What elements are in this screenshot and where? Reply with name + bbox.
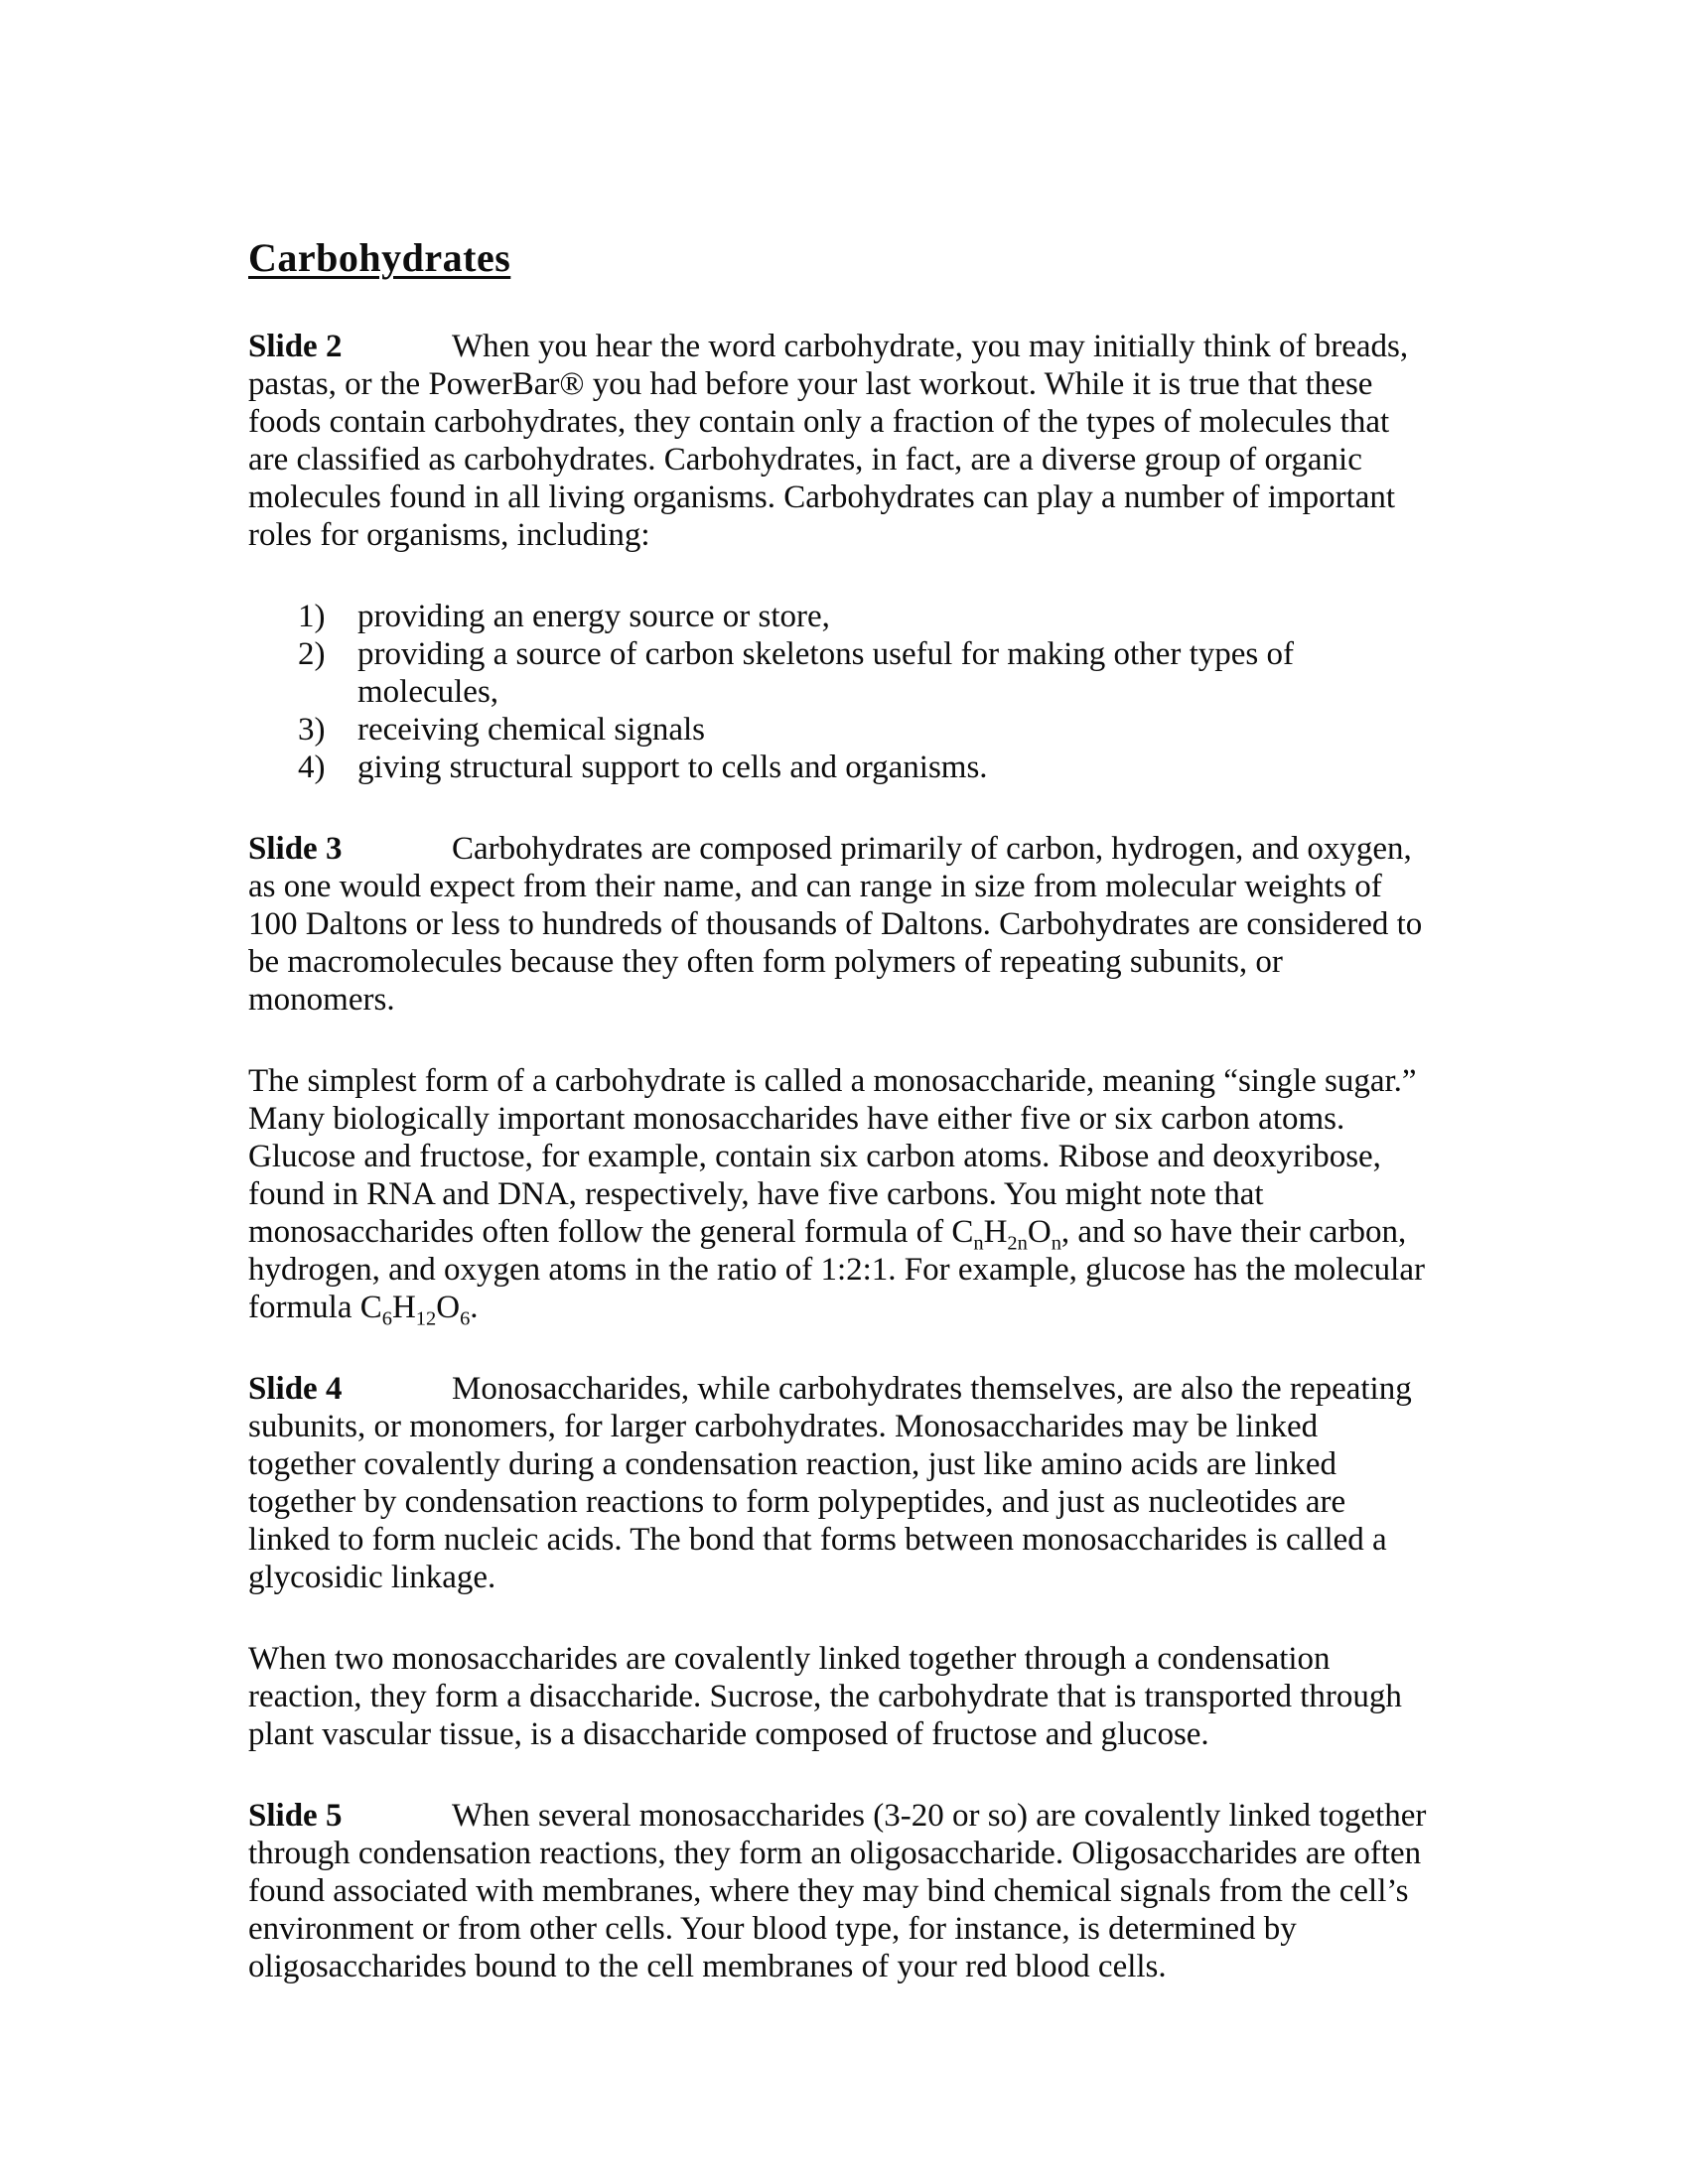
- document-content: [248, 234, 1479, 1985]
- paragraph-line: as one would expect from their name, and can range in size from molecular weights of: [248, 869, 1382, 904]
- paragraph-line: [248, 1797, 1479, 1835]
- slide-3-label: Slide 3: [248, 831, 343, 867]
- paragraph-line: linked to form nucleic acids. The bond that forms between monosaccharides is called a: [248, 1522, 1387, 1558]
- paragraph-text: When several monosaccharides (3-20 or so) are covalently linked together: [452, 1798, 1427, 1834]
- monosaccharide-paragraph: [248, 1062, 1479, 1330]
- paragraph-line: together by condensation reactions to form polypeptides, and just as nucleotides are: [248, 1484, 1346, 1520]
- slide-5-paragraph: [248, 1797, 1479, 1985]
- slide-4-paragraph: [248, 1370, 1479, 1596]
- paragraph-line-formula: formula $C_6H_{12}O_6$.: [248, 1290, 479, 1330]
- paragraph-line: [248, 328, 1479, 365]
- paragraph-line: found associated with membranes, where they may bind chemical signals from the cell’s: [248, 1873, 1409, 1909]
- list-text: receiving chemical signals: [357, 712, 706, 748]
- paragraph-line: plant vascular tissue, is a disaccharide composed of fructose and glucose.: [248, 1716, 1209, 1752]
- paragraph-line: glycosidic linkage.: [248, 1560, 496, 1595]
- paragraph-line: molecules found in all living organisms. Carbohydrates can play a number of important: [248, 479, 1396, 515]
- list-item-1: [298, 598, 1479, 635]
- list-line: molecules,: [357, 674, 499, 710]
- paragraph-line: hydrogen, and oxygen atoms in the ratio of 1:2:1. For example, glucose has the molecular: [248, 1252, 1425, 1288]
- list-text: giving structural support to cells and organisms.: [357, 750, 988, 785]
- list-line: [298, 635, 1479, 673]
- paragraph-line: foods contain carbohydrates, they contain only a fraction of the types of molecules that: [248, 404, 1390, 440]
- numbered-list: [248, 598, 1479, 786]
- slide-2-paragraph: [248, 328, 1479, 554]
- slide-5-label: Slide 5: [248, 1798, 343, 1834]
- paragraph-text: Carbohydrates are composed primarily of carbon, hydrogen, and oxygen,: [452, 831, 1412, 867]
- list-line: [298, 598, 1479, 635]
- paragraph-line-formula: monosaccharides often follow the general formula of $C_nH_{2n}O_n$, and so have their carbon,: [248, 1214, 1407, 1255]
- paragraph-line: through condensation reactions, they form an oligosaccharide. Oligosaccharides are often: [248, 1836, 1422, 1871]
- paragraph-text: When you hear the word carbohydrate, you may initially think of breads,: [452, 329, 1409, 364]
- paragraph-line: subunits, or monomers, for larger carbohydrates. Monosaccharides may be linked: [248, 1409, 1319, 1444]
- paragraph-line: together covalently during a condensation reaction, just like amino acids are linked: [248, 1446, 1336, 1482]
- paragraph-line: be macromolecules because they often form polymers of repeating subunits, or: [248, 944, 1283, 980]
- list-number: 1): [298, 599, 326, 634]
- paragraph-line: When two monosaccharides are covalently linked together through a condensation: [248, 1641, 1331, 1677]
- list-item-4: [298, 749, 1479, 786]
- paragraph-line: Glucose and fructose, for example, contain six carbon atoms. Ribose and deoxyribose,: [248, 1139, 1381, 1174]
- list-text: providing an energy source or store,: [357, 599, 830, 634]
- paragraph-line: found in RNA and DNA, respectively, have five carbons. You might note that: [248, 1176, 1264, 1212]
- paragraph-line: are classified as carbohydrates. Carbohydrates, in fact, are a diverse group of organic: [248, 442, 1362, 478]
- slide-3-paragraph: [248, 830, 1479, 1019]
- paragraph-line: [248, 1370, 1479, 1408]
- paragraph-line: 100 Daltons or less to hundreds of thousands of Daltons. Carbohydrates are considered to: [248, 906, 1423, 942]
- list-text: providing a source of carbon skeletons useful for making other types of: [357, 636, 1294, 672]
- disaccharide-paragraph: [248, 1640, 1479, 1753]
- list-number: 3): [298, 712, 326, 748]
- paragraph-line: Many biologically important monosaccharides have either five or six carbon atoms.: [248, 1101, 1345, 1137]
- slide-4-label: Slide 4: [248, 1371, 343, 1407]
- paragraph-line: roles for organisms, including:: [248, 517, 650, 553]
- page-title: Carbohydrates: [248, 235, 511, 280]
- slide-2-label: Slide 2: [248, 329, 343, 364]
- paragraph-text: Monosaccharides, while carbohydrates themselves, are also the repeating: [452, 1371, 1412, 1407]
- list-line: [298, 711, 1479, 749]
- paragraph-line: The simplest form of a carbohydrate is called a monosaccharide, meaning “single sugar.”: [248, 1063, 1417, 1099]
- paragraph-line: pastas, or the PowerBar® you had before your last workout. While it is true that these: [248, 366, 1373, 402]
- list-number: 2): [298, 636, 326, 672]
- paragraph-line: oligosaccharides bound to the cell membranes of your red blood cells.: [248, 1949, 1167, 1984]
- list-number: 4): [298, 750, 326, 785]
- paragraph-line: monomers.: [248, 982, 395, 1018]
- list-item-3: [298, 711, 1479, 749]
- paragraph-line: [248, 830, 1479, 868]
- paragraph-line: reaction, they form a disaccharide. Sucrose, the carbohydrate that is transported through: [248, 1679, 1402, 1714]
- list-line: [298, 749, 1479, 786]
- list-item-2: [298, 635, 1479, 711]
- paragraph-line: environment or from other cells. Your blood type, for instance, is determined by: [248, 1911, 1297, 1947]
